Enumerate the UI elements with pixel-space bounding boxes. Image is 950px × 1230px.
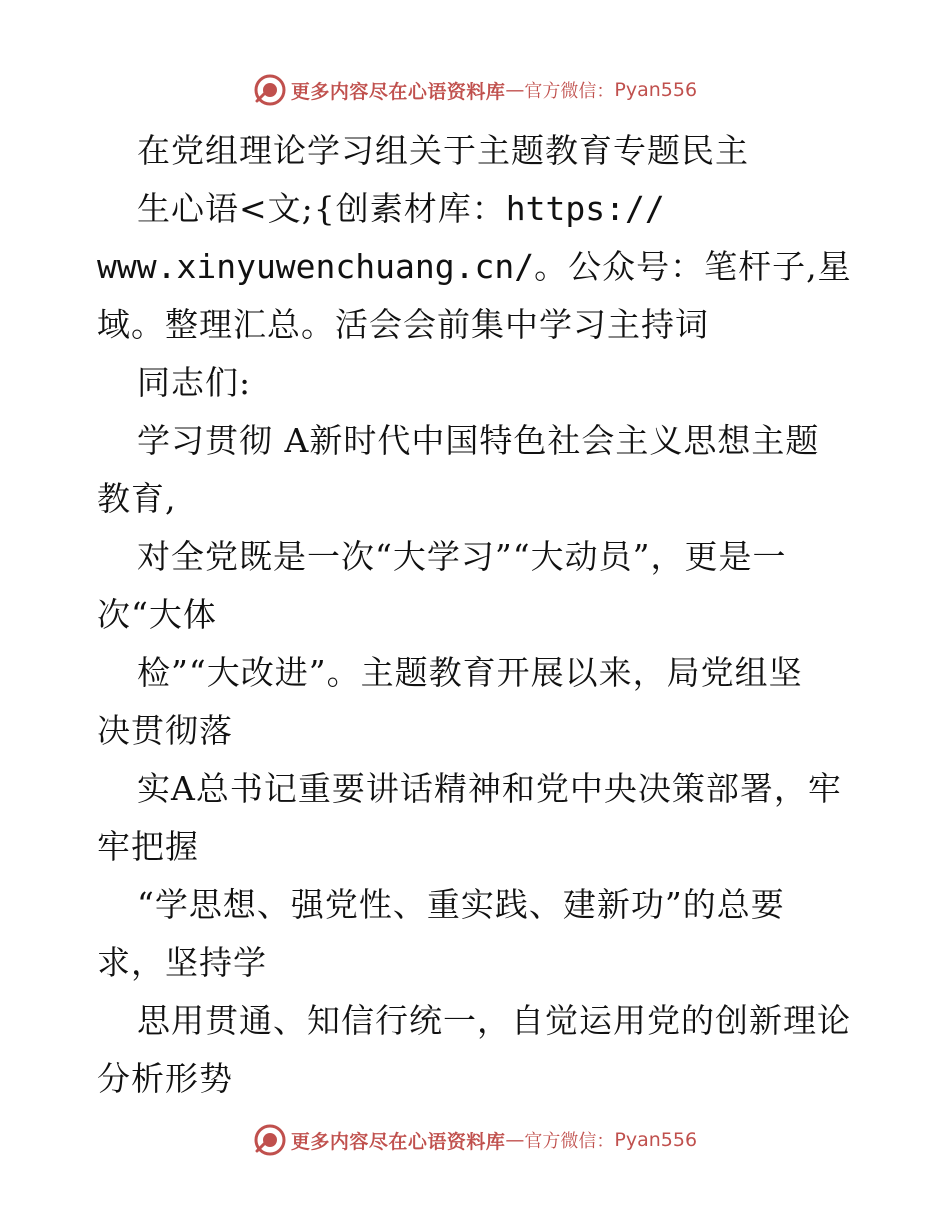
text-line-13: 牢把握	[97, 827, 199, 866]
footer-wechat-id: Pyan556	[614, 1129, 698, 1151]
text-line-8: 对全党既是一次“大学习”“大动员”，更是一	[137, 537, 787, 576]
header-slogan: 更多内容尽在心语资料库	[290, 80, 506, 103]
footer-slogan: 更多内容尽在心语资料库	[290, 1130, 506, 1153]
text-line-2	[97, 180, 857, 238]
text-line-3	[97, 238, 857, 296]
footer-wechat-label: 官方微信：	[524, 1131, 615, 1152]
document-body	[97, 122, 857, 1108]
text-line-17: 分析形势	[97, 1059, 233, 1098]
header-watermark	[0, 70, 950, 110]
salutation: 同志们:	[137, 363, 252, 402]
url-fragment: https://	[505, 189, 665, 228]
text-line-11: 决贯彻落	[97, 711, 233, 750]
text-line-2a: 生心语<文;{创素材库：	[137, 189, 506, 228]
text-line-6: 学习贯彻 A新时代中国特色社会主义思想主题	[137, 421, 820, 460]
text-line-16: 思用贯通、知信行统一，自觉运用党的创新理论	[137, 1001, 851, 1040]
footer-watermark	[0, 1120, 950, 1160]
brand-logo-icon	[253, 73, 287, 107]
header-dash: —	[505, 79, 525, 101]
text-line-4: 域。整理汇总。活会会前集中学习主持词	[97, 305, 709, 344]
text-line-15: 求，坚持学	[97, 943, 267, 982]
footer-dash: —	[505, 1129, 525, 1151]
text-line-12: 实A总书记重要讲话精神和党中央决策部署，牢	[137, 769, 842, 808]
text-line-7: 教育,	[97, 479, 177, 518]
text-line-10: 检”“大改进”。主题教育开展以来，局党组坚	[137, 653, 803, 692]
brand-logo-icon	[253, 1123, 287, 1157]
header-wechat-id: Pyan556	[614, 79, 698, 101]
text-line-1: 在党组理论学习组关于主题教育专题民主	[137, 131, 749, 170]
text-line-9: 次“大体	[97, 595, 217, 634]
header-wechat-label: 官方微信：	[524, 81, 615, 102]
text-line-3b: 。公众号：笔杆子,星	[534, 247, 852, 286]
website-url: www.xinyuwenchuang.cn/	[97, 247, 535, 286]
text-line-14: “学思想、强党性、重实践、建新功”的总要	[137, 885, 785, 924]
